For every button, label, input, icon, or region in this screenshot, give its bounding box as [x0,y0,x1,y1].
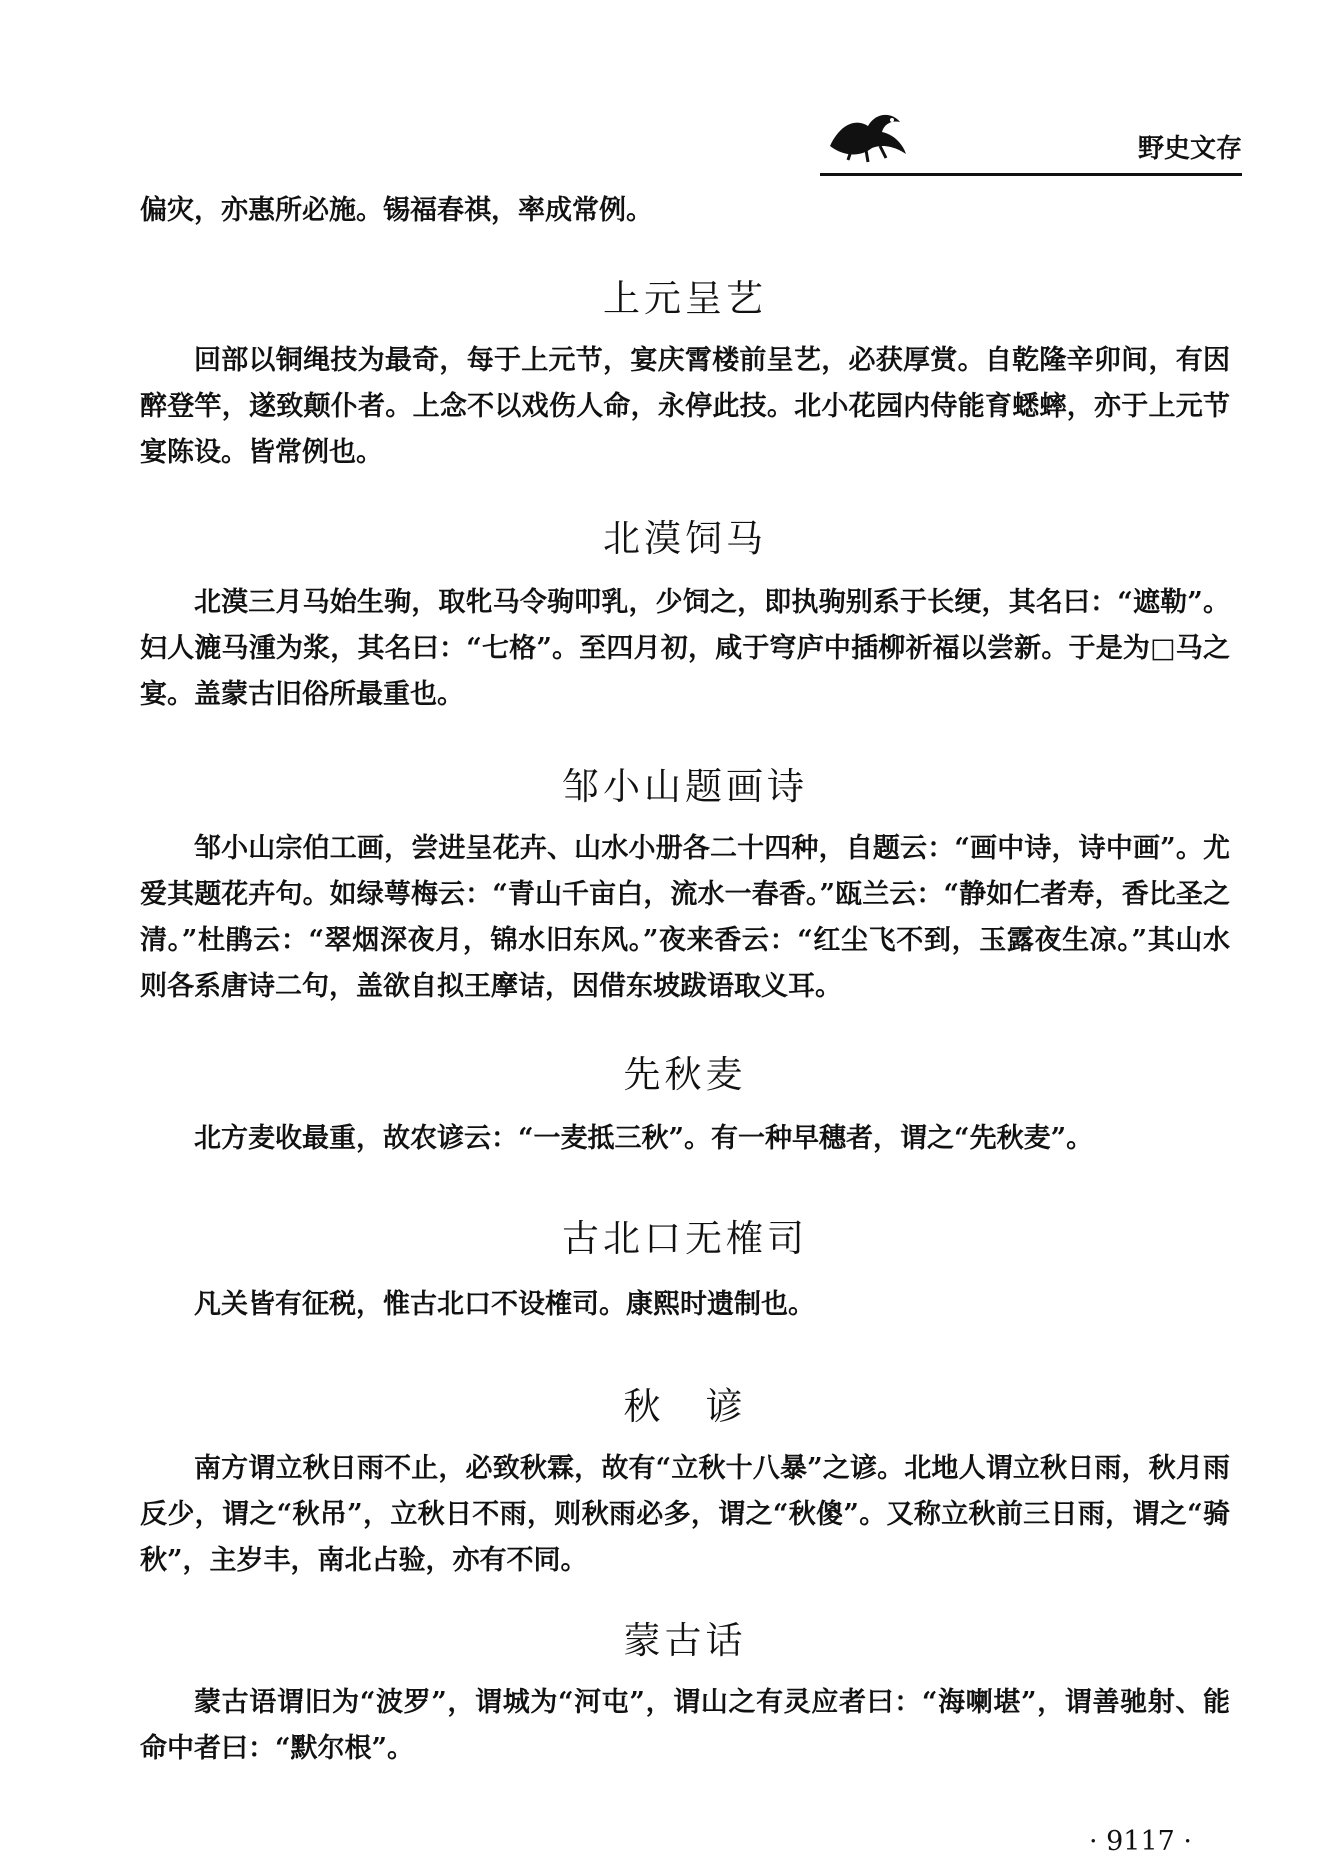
section-body: 凡关皆有征税，惟古北口不设榷司。康熙时遗制也。 [194,1289,815,1320]
section-title: 邹小山题画诗 [562,765,808,808]
header-title: 野史文存 [1137,134,1242,164]
section-body: 南方谓立秋日雨不止，必致秋霖，故有“立秋十八暴”之谚。北地人谓立秋日雨，秋月雨反少，谓之“秋吊”，立秋日不雨，则秋雨必多，谓之“秋傻”。又称立秋前三日雨，谓之“骑秋”，主岁丰，南北占验，亦有不同。 [140,1453,1230,1576]
section-body-block [140,1446,1230,1584]
section-body: 北方麦收最重，故农谚云：“一麦抵三秋”。有一种早穗者，谓之“先秋麦”。 [194,1123,1094,1154]
section-body-block [140,338,1230,476]
page-number: · 9117 · [1088,1826,1192,1857]
section-title: 蒙古话 [623,1619,747,1662]
header-divider [820,173,1242,176]
opening-text-block [140,188,1230,234]
section-body: 回部以铜绳技为最奇，每于上元节，宴庆霄楼前呈艺，必获厚赏。自乾隆辛卯间，有因醉登竿，遂致颠仆者。上念不以戏伤人命，永停此技。北小花园内侍能育蟋蟀，亦于上元节宴陈设。皆常例也。 [140,345,1230,468]
section-body-block [140,1282,1230,1328]
section-title: 秋 谚 [623,1385,747,1428]
section-title: 上元呈艺 [603,277,767,320]
dragon-logo-icon [822,104,912,164]
section-title: 古北口无榷司 [562,1217,808,1260]
section-body: 北漠三月马始生驹，取牝马令驹叩乳，少饲之，即执驹别系于长绠，其名曰：“遮勒”。妇人漉马湩为浆，其名曰：“七格”。至四月初，咸于穹庐中插柳祈福以尝新。于是为□马之宴。盖蒙古旧俗所最重也。 [140,587,1230,710]
opening-text: 偏灾，亦惠所必施。锡福春祺，率成常例。 [140,195,653,226]
section-body: 邹小山宗伯工画，尝进呈花卉、山水小册各二十四种，自题云：“画中诗，诗中画”。尤爱其题花卉句。如绿萼梅云：“青山千亩白，流水一春香。”瓯兰云：“静如仁者寿，香比圣之清。”杜鹃云：“翠烟深夜月，锦水旧东风。”夜来香云：“红尘飞不到，玉露夜生凉。”其山水则各系唐诗二句，盖欲自拟王摩诘，因借东坡跋语取义耳。 [140,833,1230,1002]
section-body-block [140,580,1230,718]
section-body-block [140,1680,1230,1772]
section-title: 北漠饲马 [603,517,767,560]
section-title: 先秋麦 [623,1053,747,1096]
section-body-block [140,826,1230,1010]
section-body: 蒙古语谓旧为“波罗”，谓城为“河屯”，谓山之有灵应者曰：“海喇堪”，谓善驰射、能命中者曰：“默尔根”。 [140,1687,1230,1764]
section-body-block [140,1116,1230,1162]
